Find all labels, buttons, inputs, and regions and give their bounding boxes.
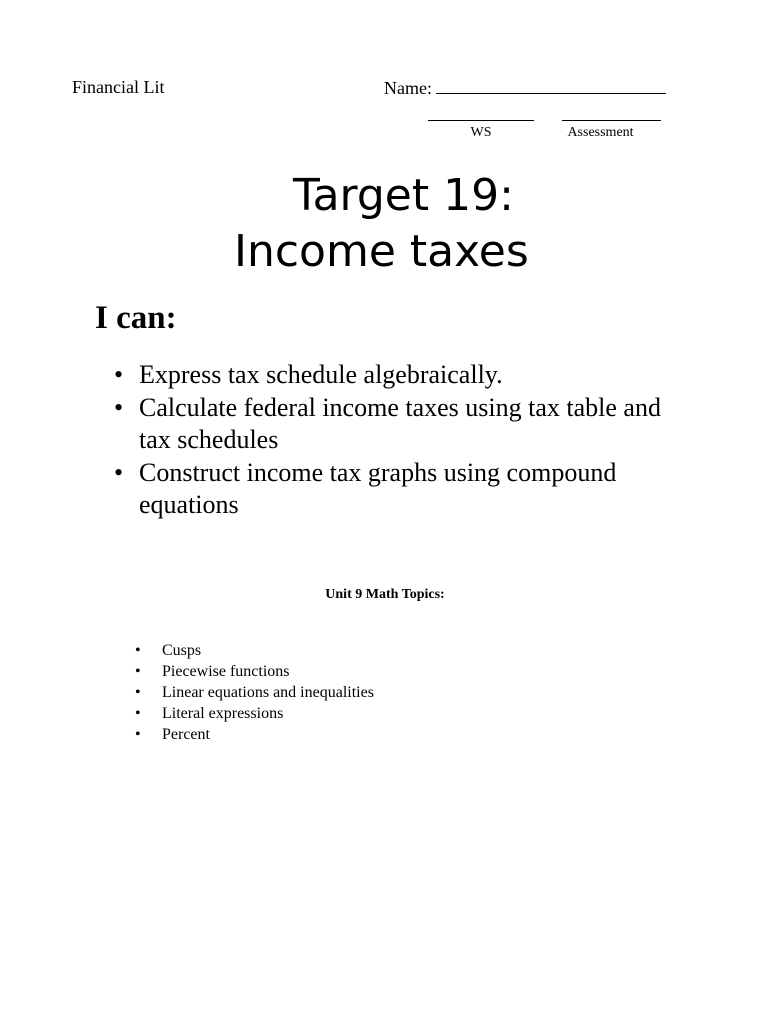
topic-text: Percent (162, 726, 210, 743)
objective-item (114, 392, 694, 457)
objectives-list (114, 359, 694, 522)
bullet-icon: • (135, 663, 141, 680)
bullet-icon: • (135, 705, 141, 722)
topic-item (135, 703, 374, 724)
name-blank-line (436, 76, 666, 94)
topic-text: Piecewise functions (162, 663, 290, 680)
topic-item (135, 724, 374, 745)
topic-item (135, 640, 374, 661)
ws-score-box (428, 120, 534, 141)
topics-heading: Unit 9 Math Topics: (325, 587, 445, 602)
title-line-1: Target 19: (293, 170, 514, 221)
bullet-icon: • (114, 392, 124, 422)
objective-text: Construct income tax graphs using compound equations (139, 457, 617, 519)
name-label: Name: (384, 78, 432, 98)
ws-score-line (428, 120, 534, 121)
bullet-icon: • (135, 684, 141, 701)
assessment-score-box (562, 120, 661, 141)
topic-text: Cusps (162, 642, 202, 659)
topic-text: Linear equations and inequalities (162, 684, 374, 701)
assessment-label: Assessment (567, 125, 634, 140)
topic-item (135, 682, 374, 703)
objectives-heading: I can: (95, 300, 177, 336)
topics-list (135, 640, 374, 745)
page-title (0, 168, 770, 280)
topic-item (135, 661, 374, 682)
bullet-icon: • (114, 360, 124, 389)
ws-label: WS (470, 125, 492, 140)
assessment-score-line (562, 120, 661, 121)
bullet-icon: • (135, 726, 141, 743)
objective-item (114, 359, 694, 392)
topic-text: Literal expressions (162, 705, 284, 722)
student-name-field (384, 76, 666, 99)
bullet-icon: • (114, 457, 124, 487)
title-line-2: Income taxes (234, 226, 529, 277)
course-name: Financial Lit (72, 77, 165, 97)
objective-text: Calculate federal income taxes using tax table and tax schedules (139, 392, 661, 454)
bullet-icon: • (135, 642, 141, 659)
objective-text: Express tax schedule algebraically. (139, 360, 503, 389)
objective-item (114, 457, 694, 522)
